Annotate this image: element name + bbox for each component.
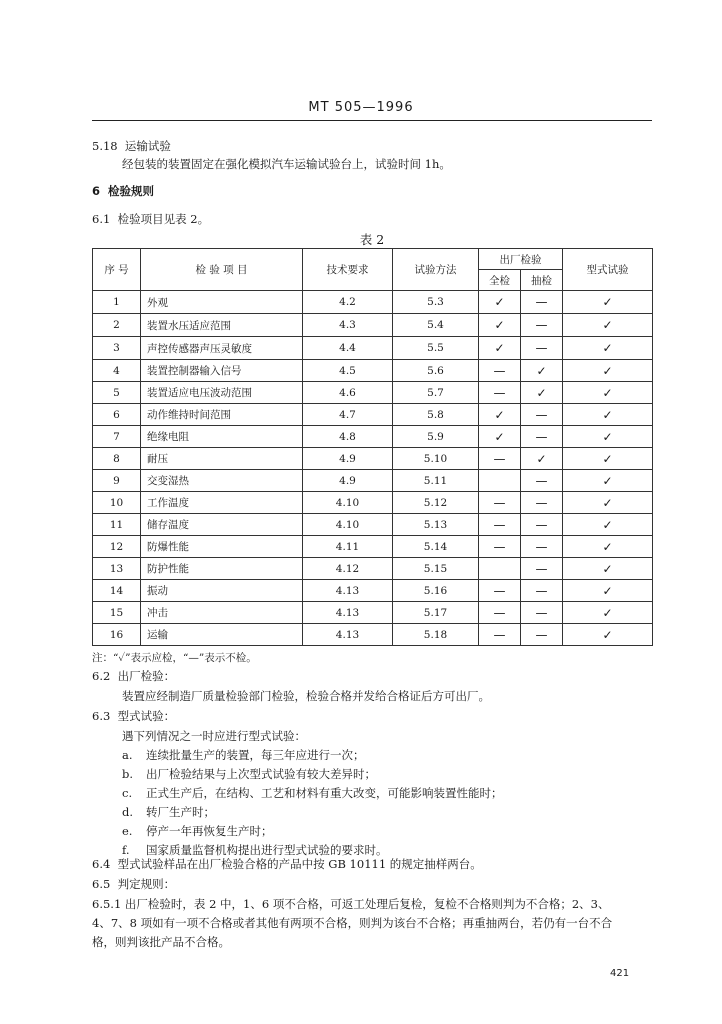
table-row <box>93 602 653 624</box>
row-tech-req: 4.2 <box>303 291 393 314</box>
table-row <box>93 448 653 470</box>
row-sample-inspection: — <box>521 314 563 337</box>
row-sample-inspection: — <box>521 426 563 448</box>
section-number: 5.18 <box>92 139 118 153</box>
row-test-method: 5.15 <box>393 558 479 580</box>
section-6-2-body: 装置应经制造厂质量检验部门检验，检验合格并发给合格证后方可出厂。 <box>122 689 490 703</box>
list-item-label: c. <box>122 786 133 800</box>
table-row <box>93 404 653 426</box>
row-full-inspection: — <box>479 602 521 624</box>
row-seq: 7 <box>93 426 141 448</box>
section-number: 6.3 <box>92 709 111 723</box>
section-text: 出厂检验时，表 2 中，1、6 项不合格，可返工处理后复检，复检不合格则判为不合格；2、3、 <box>124 897 610 911</box>
row-type-test: ✓ <box>563 448 653 470</box>
row-sample-inspection: — <box>521 337 563 360</box>
section-6-5-1-line1 <box>92 896 609 912</box>
table-row <box>93 580 653 602</box>
row-item: 交变湿热 <box>141 470 303 492</box>
section-5-18-body: 经包装的装置固定在强化模拟汽车运输试验台上，试验时间 1h。 <box>122 157 451 171</box>
row-item: 储存温度 <box>141 514 303 536</box>
row-sample-inspection: — <box>521 404 563 426</box>
row-sample-inspection: ✓ <box>521 360 563 382</box>
page-number: 421 <box>610 968 630 979</box>
section-6-3-intro: 遇下列情况之一时应进行型式试验： <box>122 729 306 743</box>
section-6-5-1-line2: 4、7、8 项如有一项不合格或者其他有两项不合格，则判为该台不合格；再重抽两台，若仍有一台不合 <box>92 916 613 930</box>
table-note: 注：“✓”表示应检，“—”表示不检。 <box>92 652 257 664</box>
list-item-label: e. <box>122 824 133 838</box>
table-row <box>93 382 653 404</box>
row-tech-req: 4.10 <box>303 514 393 536</box>
row-seq: 16 <box>93 624 141 646</box>
row-type-test: ✓ <box>563 360 653 382</box>
table-row <box>93 624 653 646</box>
list-item-text: 出厂检验结果与上次型式试验有较大差异时； <box>146 767 376 781</box>
list-item-text: 转厂生产时； <box>146 805 215 819</box>
list-item-text: 停产一年再恢复生产时； <box>146 824 273 838</box>
row-sample-inspection: — <box>521 291 563 314</box>
row-full-inspection <box>479 470 521 492</box>
row-seq: 11 <box>93 514 141 536</box>
row-full-inspection: ✓ <box>479 426 521 448</box>
row-full-inspection: — <box>479 580 521 602</box>
row-item: 装置水压适应范围 <box>141 314 303 337</box>
list-item-label: d. <box>122 805 134 819</box>
row-full-inspection: — <box>479 536 521 558</box>
list-item <box>122 766 376 782</box>
section-title: 出厂检验： <box>117 669 176 683</box>
row-tech-req: 4.3 <box>303 314 393 337</box>
section-text: 判定规则： <box>117 877 176 891</box>
row-sample-inspection: ✓ <box>521 382 563 404</box>
table-row <box>93 558 653 580</box>
table-body <box>93 291 653 646</box>
section-number: 6.2 <box>92 669 111 683</box>
row-full-inspection: — <box>479 492 521 514</box>
row-tech-req: 4.13 <box>303 580 393 602</box>
section-title: 检验规则 <box>108 184 155 198</box>
section-6-4 <box>92 856 482 872</box>
table-row <box>93 514 653 536</box>
header-seq: 序 号 <box>93 249 141 291</box>
row-type-test: ✓ <box>563 602 653 624</box>
row-type-test: ✓ <box>563 291 653 314</box>
table-caption: 表 2 <box>359 232 385 247</box>
row-test-method: 5.4 <box>393 314 479 337</box>
row-seq: 10 <box>93 492 141 514</box>
section-number: 6 <box>92 184 101 198</box>
table-row <box>93 291 653 314</box>
row-full-inspection <box>479 558 521 580</box>
section-text: 型式试验样品在出厂检验合格的产品中按 GB 10111 的规定抽样两台。 <box>117 857 482 871</box>
row-seq: 6 <box>93 404 141 426</box>
row-seq: 3 <box>93 337 141 360</box>
row-sample-inspection: — <box>521 602 563 624</box>
row-test-method: 5.5 <box>393 337 479 360</box>
list-item-label: a. <box>122 748 133 762</box>
list-item-label: b. <box>122 767 134 781</box>
row-item: 装置控制器输入信号 <box>141 360 303 382</box>
section-text: 检验项目见表 2。 <box>117 212 210 226</box>
row-tech-req: 4.7 <box>303 404 393 426</box>
section-title: 型式试验： <box>117 709 176 723</box>
row-type-test: ✓ <box>563 558 653 580</box>
table-row <box>93 470 653 492</box>
row-test-method: 5.14 <box>393 536 479 558</box>
section-number: 6.4 <box>92 857 111 871</box>
row-tech-req: 4.5 <box>303 360 393 382</box>
row-type-test: ✓ <box>563 492 653 514</box>
row-tech-req: 4.9 <box>303 448 393 470</box>
section-number: 6.5.1 <box>92 897 122 911</box>
table-row <box>93 536 653 558</box>
list-item <box>122 785 503 801</box>
row-sample-inspection: — <box>521 624 563 646</box>
row-tech-req: 4.8 <box>303 426 393 448</box>
table-row <box>93 314 653 337</box>
row-test-method: 5.13 <box>393 514 479 536</box>
row-seq: 12 <box>93 536 141 558</box>
row-type-test: ✓ <box>563 314 653 337</box>
row-seq: 9 <box>93 470 141 492</box>
row-test-method: 5.18 <box>393 624 479 646</box>
list-item-label: f. <box>122 843 130 857</box>
row-item: 绝缘电阻 <box>141 426 303 448</box>
list-item <box>122 823 273 839</box>
row-sample-inspection: ✓ <box>521 448 563 470</box>
section-6-2-heading <box>92 668 175 684</box>
row-type-test: ✓ <box>563 337 653 360</box>
row-full-inspection: — <box>479 624 521 646</box>
row-type-test: ✓ <box>563 514 653 536</box>
list-item-text: 正式生产后，在结构、工艺和材料有重大改变，可能影响装置性能时； <box>146 786 503 800</box>
row-test-method: 5.16 <box>393 580 479 602</box>
row-test-method: 5.6 <box>393 360 479 382</box>
section-6-3-heading <box>92 708 175 724</box>
row-seq: 5 <box>93 382 141 404</box>
section-6-1 <box>92 211 209 227</box>
table-row <box>93 360 653 382</box>
row-tech-req: 4.6 <box>303 382 393 404</box>
row-full-inspection: ✓ <box>479 291 521 314</box>
row-type-test: ✓ <box>563 382 653 404</box>
row-test-method: 5.12 <box>393 492 479 514</box>
row-sample-inspection: — <box>521 514 563 536</box>
row-item: 防爆性能 <box>141 536 303 558</box>
inspection-table <box>92 248 653 646</box>
row-full-inspection: — <box>479 514 521 536</box>
row-item: 防护性能 <box>141 558 303 580</box>
row-tech-req: 4.13 <box>303 624 393 646</box>
row-seq: 15 <box>93 602 141 624</box>
header-tech-req: 技术要求 <box>303 249 393 291</box>
table-row <box>93 337 653 360</box>
section-5-18-heading <box>92 138 171 154</box>
row-test-method: 5.9 <box>393 426 479 448</box>
row-test-method: 5.17 <box>393 602 479 624</box>
row-full-inspection: ✓ <box>479 404 521 426</box>
row-sample-inspection: — <box>521 492 563 514</box>
row-seq: 13 <box>93 558 141 580</box>
row-seq: 8 <box>93 448 141 470</box>
row-item: 外观 <box>141 291 303 314</box>
row-test-method: 5.10 <box>393 448 479 470</box>
row-tech-req: 4.11 <box>303 536 393 558</box>
row-test-method: 5.11 <box>393 470 479 492</box>
row-sample-inspection: — <box>521 558 563 580</box>
row-test-method: 5.7 <box>393 382 479 404</box>
row-tech-req: 4.12 <box>303 558 393 580</box>
header-type-test: 型式试验 <box>563 249 653 291</box>
row-item: 声控传感器声压灵敏度 <box>141 337 303 360</box>
row-type-test: ✓ <box>563 404 653 426</box>
list-item-text: 连续批量生产的装置，每三年应进行一次； <box>146 748 365 762</box>
header-sample-inspection: 抽检 <box>521 270 563 291</box>
row-item: 耐压 <box>141 448 303 470</box>
row-seq: 14 <box>93 580 141 602</box>
row-item: 运输 <box>141 624 303 646</box>
row-type-test: ✓ <box>563 536 653 558</box>
row-tech-req: 4.13 <box>303 602 393 624</box>
row-type-test: ✓ <box>563 580 653 602</box>
row-tech-req: 4.10 <box>303 492 393 514</box>
row-item: 振动 <box>141 580 303 602</box>
row-type-test: ✓ <box>563 624 653 646</box>
table-row <box>93 426 653 448</box>
row-full-inspection: — <box>479 360 521 382</box>
row-item: 装置适应电压波动范围 <box>141 382 303 404</box>
row-seq: 2 <box>93 314 141 337</box>
row-sample-inspection: — <box>521 536 563 558</box>
section-6-heading <box>92 183 154 199</box>
row-full-inspection: ✓ <box>479 314 521 337</box>
row-tech-req: 4.9 <box>303 470 393 492</box>
row-type-test: ✓ <box>563 470 653 492</box>
row-item: 动作维持时间范围 <box>141 404 303 426</box>
header-test-method: 试验方法 <box>393 249 479 291</box>
list-item <box>122 747 365 763</box>
section-number: 6.1 <box>92 212 111 226</box>
row-test-method: 5.8 <box>393 404 479 426</box>
row-item: 冲击 <box>141 602 303 624</box>
row-tech-req: 4.4 <box>303 337 393 360</box>
header-item: 检 验 项 目 <box>141 249 303 291</box>
list-item-text: 国家质量监督机构提出进行型式试验的要求时。 <box>146 843 388 857</box>
row-sample-inspection: — <box>521 580 563 602</box>
row-type-test: ✓ <box>563 426 653 448</box>
header-full-inspection: 全检 <box>479 270 521 291</box>
header-rule <box>92 120 652 121</box>
row-item: 工作温度 <box>141 492 303 514</box>
header-factory-inspection: 出厂检验 <box>479 249 563 270</box>
row-seq: 4 <box>93 360 141 382</box>
section-6-5-1-line3: 格，则判该批产品不合格。 <box>92 935 230 949</box>
row-full-inspection: — <box>479 382 521 404</box>
section-number: 6.5 <box>92 877 111 891</box>
list-item <box>122 804 215 820</box>
standard-number-header: MT 505—1996 <box>308 100 414 115</box>
row-test-method: 5.3 <box>393 291 479 314</box>
section-6-5 <box>92 876 175 892</box>
row-full-inspection: — <box>479 448 521 470</box>
row-full-inspection: ✓ <box>479 337 521 360</box>
row-seq: 1 <box>93 291 141 314</box>
row-sample-inspection: — <box>521 470 563 492</box>
table-row <box>93 492 653 514</box>
section-title: 运输试验 <box>124 139 171 153</box>
